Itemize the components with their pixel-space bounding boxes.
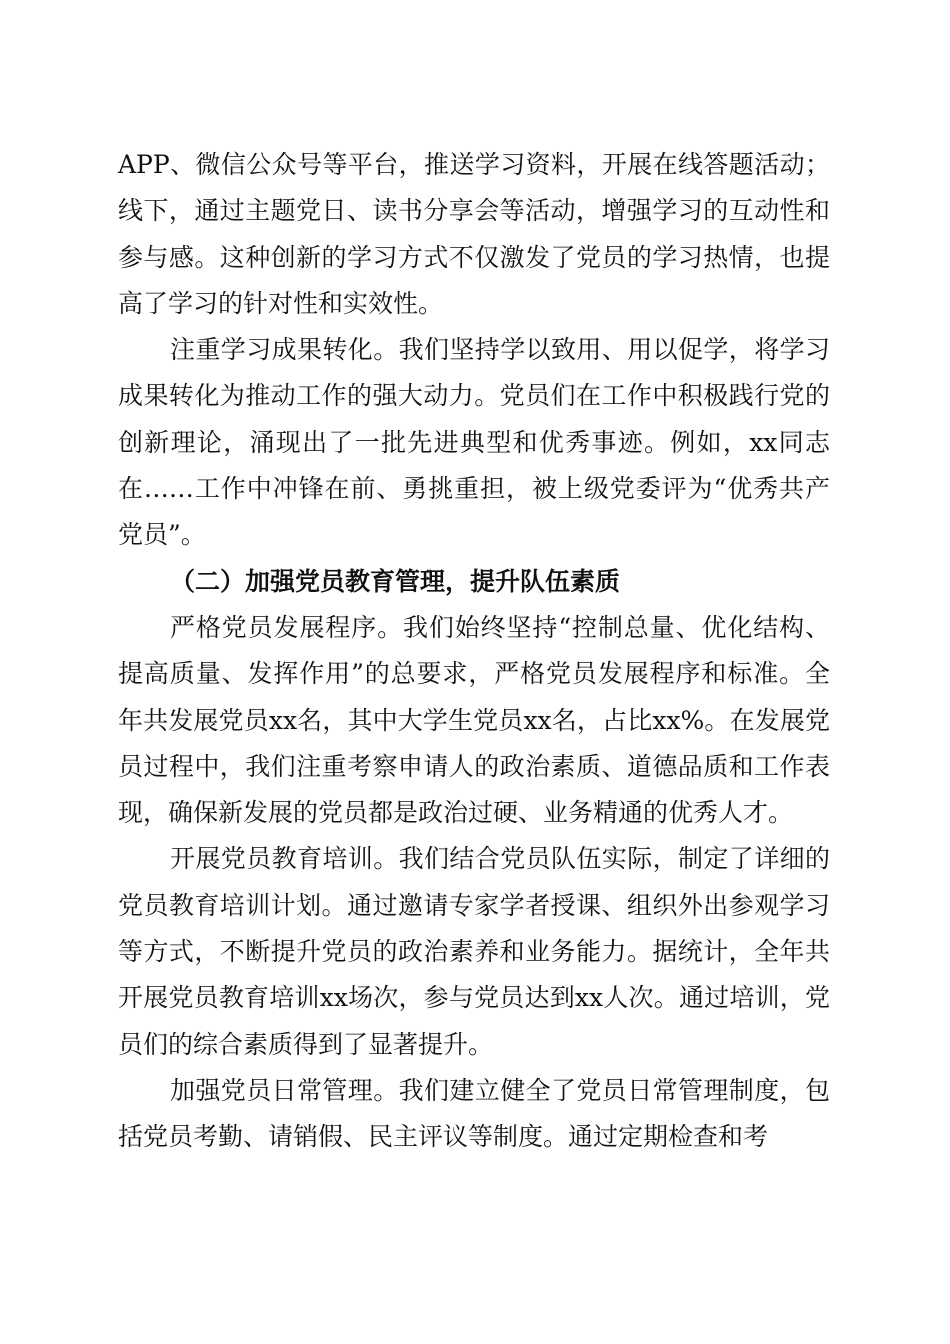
paragraph-1: APP、微信公众号等平台，推送学习资料，开展在线答题活动；线下，通过主题党日、读书分享会等活动，增强学习的互动性和参与感。这种创新的学习方式不仅激发了党员的学习热情，也提高了学习的针对性和实效性。	[118, 150, 830, 318]
paragraph-3: 严格党员发展程序。我们始终坚持“控制总量、优化结构、提高质量、发挥作用”的总要求，严格党员发展程序和标准。全年共发展党员xx名，其中大学生党员xx名，占比xx%。在发展党员过程中，我们注重考察申请人的政治素质、道德品质和工作表现，确保新发展的党员都是政治过硬、业务精通的优秀人才。	[118, 612, 830, 828]
section-heading: （二）加强党员教育管理，提升队伍素质	[170, 566, 621, 596]
paragraph-5: 加强党员日常管理。我们建立健全了党员日常管理制度，包括党员考勤、请销假、民主评议等制度。通过定期检查和考	[118, 1075, 830, 1152]
paragraph-4: 开展党员教育培训。我们结合党员队伍实际，制定了详细的党员教育培训计划。通过邀请专家学者授课、组织外出参观学习等方式，不断提升党员的政治素养和业务能力。据统计，全年共开展党员教育培训xx场次，参与党员达到xx人次。通过培训，党员们的综合素质得到了显著提升。	[118, 844, 830, 1059]
document-page	[118, 142, 830, 1161]
paragraph-2: 注重学习成果转化。我们坚持学以致用、用以促学，将学习成果转化为推动工作的强大动力。党员们在工作中积极践行党的创新理论，涌现出了一批先进典型和优秀事迹。例如，xx同志在……工作中冲锋在前、勇挑重担，被上级党委评为“优秀共产党员”。	[118, 335, 830, 550]
